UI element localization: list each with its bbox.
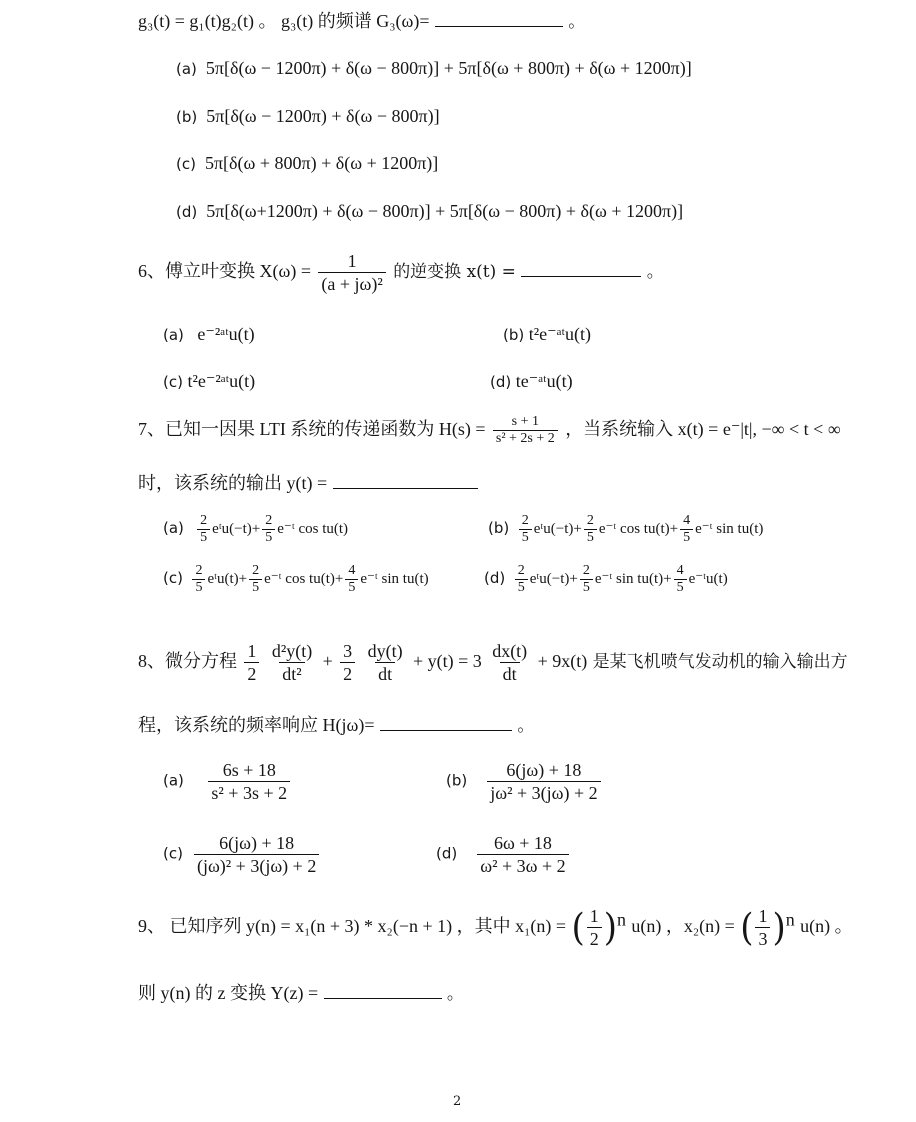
- q8-deriv-2: $\frac{\text{d²y(t)}}{\text{dt²}}$: [271, 641, 313, 684]
- q9-answer-blank[interactable]: [324, 998, 442, 999]
- page-number: 2: [453, 1094, 462, 1109]
- q6-answer-blank[interactable]: [521, 276, 641, 277]
- q5-option-c[interactable]: (c) 5π[δ(ω + 800π) + δ(ω + 1200π)]: [176, 153, 439, 173]
- q8-coef-1: $\frac{1}{2}$: [244, 640, 259, 685]
- q8-answer-blank[interactable]: [380, 730, 512, 731]
- q5-option-d[interactable]: (d) 5π[δ(ω+1200π) + δ(ω − 800π)] + 5π[δ(ω − 800π) + δ(ω + 1200π)]: [176, 201, 684, 221]
- q9-stem-line2: 则 y(n) 的 z 变换 Y(z) = 。: [138, 983, 464, 1004]
- q7-transfer-fraction: $\frac{s + 1}{\text{s² + 2s + 2}}$: [493, 414, 558, 447]
- q8-stem: 8、微分方程 $\frac{1}{2}$ $\frac{\text{d²y(t)}}{\text{dt²}}$ + $\frac{3}{2}$ $\frac{dy(t)}{dt}$ + y(t) = 3 $\frac{dx(t)}{dt}$ + 9x(t) 是某飞机喷气发动机的输入输出方: [138, 641, 848, 684]
- q7-option-c[interactable]: (c) $\frac{2}{5}$ eᵗu(t)+ $\frac{2}{5}$ e⁻ᵗ cos tu(t)+ $\frac{4}{5}$ e⁻ᵗ sin tu(t): [163, 563, 429, 595]
- q6-option-a[interactable]: (a) e⁻²ᵃᵗu(t): [163, 324, 255, 344]
- q5-option-b[interactable]: (b) 5π[δ(ω − 1200π) + δ(ω − 800π)]: [176, 106, 440, 126]
- q7-stem: 7、已知一因果 LTI 系统的传递函数为 H(s) = $\frac{s + 1}{\text{s² + 2s + 2}}$ ，当系统输入 x(t) = e⁻|t|, −∞ < t < ∞: [138, 414, 841, 446]
- q5-answer-blank[interactable]: [435, 26, 563, 27]
- q5-option-a[interactable]: (a) 5π[δ(ω − 1200π) + δ(ω − 800π)] + 5π[δ(ω + 800π) + δ(ω + 1200π)]: [176, 58, 692, 78]
- q8-deriv-x: $\frac{dx(t)}{dt}$: [492, 641, 528, 684]
- q5-intro: g₃(t) = g₁(t)g₂(t) 。 g₃(t) 的频谱 G₃(ω)= 。: [138, 11, 586, 32]
- q7-answer-blank[interactable]: [333, 488, 478, 489]
- q6-option-c[interactable]: (c) t²e⁻²ᵃᵗu(t): [163, 371, 256, 391]
- q6-fraction: $\frac{1}{\text{(a + jω)²}}$: [318, 250, 385, 295]
- q6-option-d[interactable]: (d) te⁻ᵃᵗu(t): [490, 371, 573, 391]
- q8-option-d[interactable]: (d) $\frac{6\omega + 18}{\text{ω² + 3ω + 2}}$: [436, 832, 571, 877]
- q7-option-d[interactable]: (d) $\frac{2}{5}$ eᵗu(−t)+ $\frac{2}{5}$ e⁻ᵗ sin tu(t)+ $\frac{4}{5}$ e⁻ᵗu(t): [484, 563, 728, 595]
- q9-stem: 9、 已知序列 y(n) = x₁(n + 3) * x₂(−n + 1) ，其中 x₁(n) = ( $\frac{1}{2}$ )$^n$ u(n) ，x₂(n) = ( $\frac{1}{3}$ )$^n$ u(n) 。: [138, 905, 853, 950]
- q6-stem: 6、傅立叶变换 X(ω) = $\frac{1}{\text{(a + jω)²}}$ 的逆变换 x(t) = 。: [138, 251, 664, 294]
- q8-stem-line2: 程，该系统的频率响应 H(jω)= 。: [138, 715, 535, 736]
- q8-deriv-1: $\frac{dy(t)}{dt}$: [367, 641, 403, 684]
- q8-coef-2: $\frac{3}{2}$: [340, 640, 355, 685]
- q6-option-b[interactable]: (b) t²e⁻ᵃᵗu(t): [503, 324, 591, 344]
- q8-option-b[interactable]: (b) $\frac{6(j\omega) + 18}{\text{jω² + 3(jω) + 2}}$: [446, 759, 603, 804]
- q8-option-a[interactable]: (a) $\frac{6s + 18}{\text{s² + 3s + 2}}$: [163, 759, 292, 804]
- q7-option-a[interactable]: (a) $\frac{2}{5}$ eᵗu(−t)+ $\frac{2}{5}$ e⁻ᵗ cos tu(t): [163, 513, 349, 545]
- q9-half: $\frac{1}{2}$: [587, 905, 602, 950]
- q9-third: $\frac{1}{3}$: [755, 905, 770, 950]
- q7-option-b[interactable]: (b) $\frac{2}{5}$ eᵗu(−t)+ $\frac{2}{5}$ e⁻ᵗ cos tu(t)+ $\frac{4}{5}$ e⁻ᵗ sin tu(t): [488, 513, 764, 545]
- q7-stem-line2: 时，该系统的输出 y(t) =: [138, 472, 478, 495]
- q8-option-c[interactable]: (c) $\frac{6(j\omega) + 18}{\text{(jω)² + 3(jω) + 2}}$: [163, 832, 321, 877]
